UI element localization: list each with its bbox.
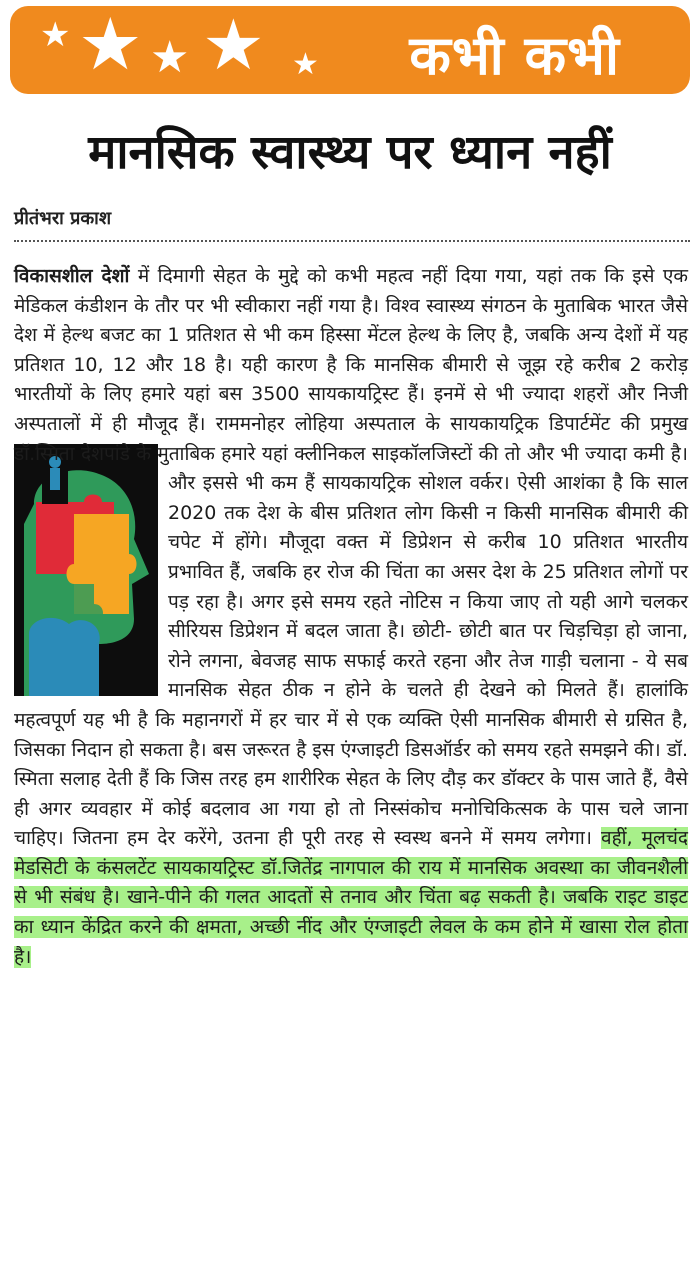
section-label: कभी कभी (409, 24, 620, 87)
article-headline: मानसिक स्वास्थ्य पर ध्यान नहीं (88, 125, 612, 180)
byline-divider (14, 240, 690, 242)
body-part-2: के मुताबिक हमारे यहां क्लीनिकल साइकॉलजिस्टों की तो और भी ज्यादा कमी है। और इससे भी कम हैं सायकायट्रिक सोशल वर्कर। ऐसी आशंका है कि साल 2020 तक देश के बीस प्रतिशत लोग किसी न किसी मानसिक बीमारी की चपेट में होंगे। मौजूदा वक्त में डिप्रेशन से करीब 10 प्रतिशत भारतीय प्रभावित हैं, जबकि हर रोज की चिंता का असर देश के 25 प्रतिशत लोगों पर पड़ रहा है। अगर इसे समय रहते नोटिस न किया जाए तो यही आगे चलकर सीरियस डिप्रेशन में बदल जाता है। छोटी- छोटी बात पर चिड़चिड़ा हो जाना, रोने लगना, बेवजह साफ सफाई करते रहना और तेज गाड़ी चलाना - ये सब मानसिक सेहत ठीक न होने के चलते ही देखने को मिलते हैं। हालांकि महत्वपूर्ण यह भी है कि महानगरों में हर चार में से एक व्यक्ति ऐसी मानसिक बीमारी से ग्रसित है, जिसका निदान हो सकता है। बस जरूरत है इस एंग्जाइटी डिसऑर्डर को समय रहते समझने की। डॉ. स्मिता सलाह देती हैं कि जिस तरह हम शारीरिक सेहत के लिए दौड़ कर डॉक्टर के पास जाते हैं, वैसे ही अगर व्यवहार में कोई बदलाव आ गया हो तो निस्संकोच मनोचिकित्सक के पास चले जाना चाहिए। जितना हम देर करेंगे, उतना ही पूरी तरह से स्वस्थ बनने में समय लगेगा। (14, 442, 688, 850)
section-banner (10, 2, 690, 94)
lead-words: विकासशील देशों (14, 265, 130, 287)
article-byline: प्रीतंभरा प्रकाश (14, 208, 112, 229)
body-part-1: में दिमागी सेहत के मुद्दे को कभी महत्व नहीं दिया गया, यहां तक कि इसे एक मेडिकल कंडीशन के तौर पर भी स्वीकारा नहीं गया है। विश्व स्वास्थ्य संगठन के मुताबिक भारत जैसे देश में हेल्थ बजट का 1 प्रतिशत से भी कम हिस्सा मेंटल हेल्थ के लिए है, जबकि अन्य देशों में यह प्रतिशत 10, 12 और 18 है। यही कारण है कि मानसिक बीमारी से जूझ रहे करीब 2 करोड़ भारतीयों के लिए हमारे यहां बस 3500 सायकायट्रिस्ट हैं। इनमें से भी ज्यादा शहरों और निजी अस्पतालों में ही मौजूद हैं। राममनोहर लोहिया अस्पताल के सायकायट्रिक डिपार्टमेंट की प्रमुख डॉ.स्मिता देशपांडे (14, 265, 688, 465)
highlighted-quote: वहीं, मूलचंद मेडसिटी के कंसलटेंट सायकायट्रिस्ट डॉ.जितेंद्र नागपाल की राय में मानसिक अवस्था का जीवनशैली से भी संबंध है। खाने-पीने की गलत आदतों से तनाव और चिंता बढ़ सकती है। जबकि राइट डाइट का ध्यान केंद्रित करने की क्षमता, अच्छी नींद और एंग्जाइटी लेवल के कम होने में खासा रोल होता है। (14, 827, 688, 968)
star-icon: ★ (78, 2, 143, 86)
star-icon: ★ (292, 47, 319, 82)
article-body (14, 262, 688, 972)
star-icon: ★ (202, 4, 265, 86)
star-icon: ★ (150, 32, 190, 83)
puzzle-head-illustration (14, 444, 158, 696)
star-icon: ★ (40, 15, 71, 55)
